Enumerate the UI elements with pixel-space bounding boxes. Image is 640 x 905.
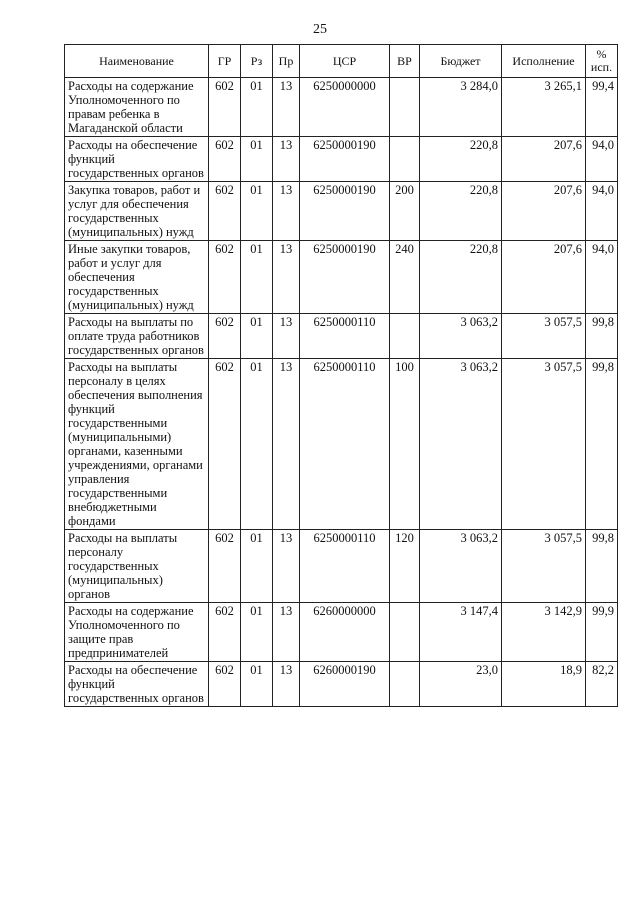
row-budget: 3 063,2 [420,530,502,603]
row-budget: 3 063,2 [420,359,502,530]
row-gr: 602 [209,662,241,707]
header-rz: Рз [241,45,273,78]
row-percent: 94,0 [586,182,618,241]
row-percent: 99,8 [586,530,618,603]
row-pr: 13 [273,530,300,603]
row-budget: 23,0 [420,662,502,707]
row-pr: 13 [273,314,300,359]
row-execution: 207,6 [502,241,586,314]
row-name: Расходы на выплаты персоналу государственных (муниципальных) органов [65,530,209,603]
row-vr [390,662,420,707]
row-budget: 220,8 [420,182,502,241]
row-gr: 602 [209,314,241,359]
row-execution: 3 142,9 [502,603,586,662]
row-rz: 01 [241,359,273,530]
row-pr: 13 [273,359,300,530]
table-row [65,662,618,707]
row-percent: 94,0 [586,137,618,182]
row-vr [390,603,420,662]
header-execution: Исполнение [502,45,586,78]
row-gr: 602 [209,78,241,137]
table-row [65,137,618,182]
row-csr: 6250000000 [300,78,390,137]
header-budget: Бюджет [420,45,502,78]
row-vr [390,78,420,137]
row-rz: 01 [241,603,273,662]
row-rz: 01 [241,137,273,182]
row-percent: 99,4 [586,78,618,137]
table-row [65,314,618,359]
table-row [65,603,618,662]
row-rz: 01 [241,78,273,137]
row-name: Расходы на обеспечение функций государственных органов [65,662,209,707]
row-budget: 3 284,0 [420,78,502,137]
header-gr: ГР [209,45,241,78]
budget-execution-table [64,44,618,707]
row-rz: 01 [241,530,273,603]
row-percent: 82,2 [586,662,618,707]
row-vr: 120 [390,530,420,603]
row-gr: 602 [209,359,241,530]
header-pr: Пр [273,45,300,78]
header-name: Наименование [65,45,209,78]
table-row [65,182,618,241]
row-name: Расходы на выплаты персоналу в целях обеспечения выполнения функций государственными (муниципальными) органами, казенными учреждениями, органами управления государственными внебюджетными фондами [65,359,209,530]
row-gr: 602 [209,530,241,603]
row-pr: 13 [273,603,300,662]
row-pr: 13 [273,241,300,314]
row-gr: 602 [209,182,241,241]
row-execution: 3 057,5 [502,314,586,359]
table-row [65,78,618,137]
row-budget: 3 147,4 [420,603,502,662]
row-name: Расходы на выплаты по оплате труда работников государственных органов [65,314,209,359]
table-row [65,241,618,314]
row-csr: 6250000190 [300,182,390,241]
row-budget: 220,8 [420,137,502,182]
row-percent: 99,9 [586,603,618,662]
table-row [65,359,618,530]
row-execution: 3 265,1 [502,78,586,137]
row-vr [390,137,420,182]
row-csr: 6250000190 [300,241,390,314]
row-gr: 602 [209,137,241,182]
table-header-row [65,45,618,78]
row-budget: 220,8 [420,241,502,314]
row-name: Расходы на содержание Уполномоченного по правам ребенка в Магаданской области [65,78,209,137]
row-percent: 94,0 [586,241,618,314]
row-execution: 18,9 [502,662,586,707]
row-execution: 3 057,5 [502,530,586,603]
table-row [65,530,618,603]
row-gr: 602 [209,603,241,662]
row-percent: 99,8 [586,314,618,359]
row-vr: 200 [390,182,420,241]
row-gr: 602 [209,241,241,314]
row-rz: 01 [241,182,273,241]
row-pr: 13 [273,78,300,137]
row-execution: 3 057,5 [502,359,586,530]
row-csr: 6260000000 [300,603,390,662]
row-rz: 01 [241,241,273,314]
row-name: Расходы на обеспечение функций государственных органов [65,137,209,182]
row-execution: 207,6 [502,182,586,241]
row-csr: 6250000110 [300,314,390,359]
header-vr: ВР [390,45,420,78]
header-percent: % исп. [586,45,618,78]
page-number: 25 [313,22,327,37]
header-csr: ЦСР [300,45,390,78]
row-csr: 6260000190 [300,662,390,707]
row-pr: 13 [273,182,300,241]
row-csr: 6250000110 [300,359,390,530]
row-percent: 99,8 [586,359,618,530]
row-rz: 01 [241,662,273,707]
row-csr: 6250000110 [300,530,390,603]
row-name: Расходы на содержание Уполномоченного по защите прав предпринимателей [65,603,209,662]
row-execution: 207,6 [502,137,586,182]
row-vr [390,314,420,359]
row-vr: 240 [390,241,420,314]
row-pr: 13 [273,662,300,707]
row-pr: 13 [273,137,300,182]
row-csr: 6250000190 [300,137,390,182]
row-vr: 100 [390,359,420,530]
row-name: Иные закупки товаров, работ и услуг для обеспечения государственных (муниципальных) нужд [65,241,209,314]
row-name: Закупка товаров, работ и услуг для обеспечения государственных (муниципальных) нужд [65,182,209,241]
row-rz: 01 [241,314,273,359]
row-budget: 3 063,2 [420,314,502,359]
